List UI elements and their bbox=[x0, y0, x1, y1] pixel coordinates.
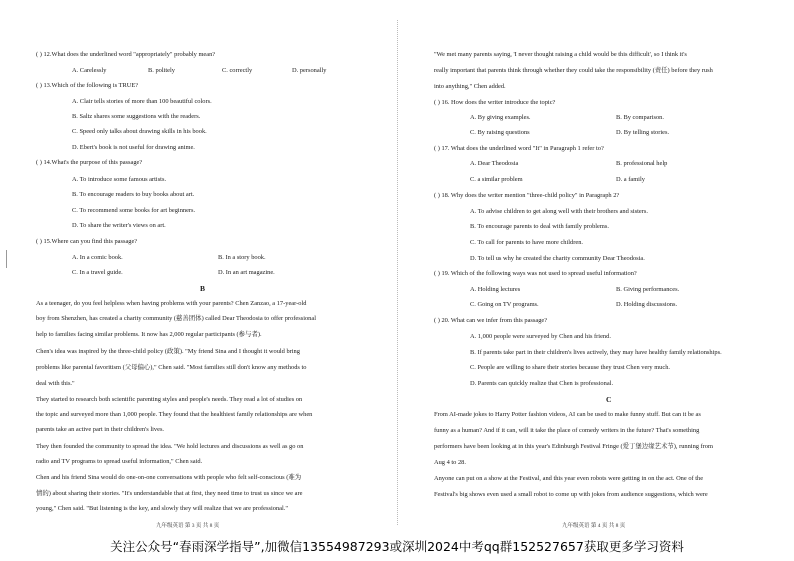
q17-option-a: A. Dear Theodosia bbox=[470, 160, 519, 167]
q16-option-b: B. By comparison. bbox=[616, 114, 664, 121]
passage-c-line: funny as a human? And if it can, will it take the place of comedy writers in the future? That's something bbox=[434, 427, 700, 434]
q17-option-b: B. professional help bbox=[616, 160, 668, 167]
q13-option-b: B. Saltz shares some suggestions with the readers. bbox=[72, 113, 201, 120]
passage-b-line: parents take an active part in their children's lives. bbox=[36, 426, 165, 433]
q19-option-b: B. Giving performances. bbox=[616, 286, 680, 293]
passage-b-line: radio and TV programs to spread useful information," Chen said. bbox=[36, 458, 203, 465]
q15-option-c: C. In a travel guide. bbox=[72, 269, 123, 276]
q15-option-a: A. In a comic book. bbox=[72, 254, 123, 261]
q16-option-a: A. By giving examples. bbox=[470, 114, 531, 121]
q20-option-d: D. Parents can quickly realize that Chen is professional. bbox=[470, 380, 614, 387]
q14-option-d: D. To share the writer's views on art. bbox=[72, 222, 166, 229]
page-footer-right: 九年级英语 第 4 页 共 8 页 bbox=[562, 523, 626, 529]
q20-option-a: A. 1,000 people were surveyed by Chen and his friend. bbox=[470, 333, 611, 340]
q20-option-b: B. If parents take part in their children's lives actively, they may have healthy family relationships. bbox=[470, 349, 722, 356]
q12-stem: ( ) 12.What does the underlined word "appropriately" probably mean? bbox=[36, 51, 216, 58]
passage-c-line: From AI-made jokes to Harry Potter fashion videos, AI can be used to make funny stuff. But can it be as bbox=[434, 411, 701, 418]
passage-b-cont-line: really important that parents think through whether they could take the responsibility (责任) before they rush bbox=[434, 67, 713, 74]
q19-stem: ( ) 19. Which of the following ways was not used to spread useful information? bbox=[434, 270, 637, 277]
passage-b-line: As a teenager, do you feel helpless when having problems with your parents? Chen Zanzao, a 17-year-old bbox=[36, 300, 307, 307]
passage-b-cont-line: into anything," Chen added. bbox=[434, 83, 506, 90]
passage-c-line: Festival's big shows even used a small robot to come up with jokes from audience suggestions, which were bbox=[434, 491, 708, 498]
q20-option-c: C. People are willing to share their stories because they trust Chen very much. bbox=[470, 364, 671, 371]
q19-option-d: D. Holding discussions. bbox=[616, 301, 678, 308]
q14-stem: ( ) 14.What's the purpose of this passage? bbox=[36, 159, 143, 166]
q15-option-d: D. In an art magazine. bbox=[218, 269, 275, 276]
q15-stem: ( ) 15.Where can you find this passage? bbox=[36, 238, 138, 245]
q16-option-c: C. By raising questions bbox=[470, 129, 530, 136]
promo-banner: 关注公众号“春雨深学指导”,加微信13554987293或深圳2024中考qq群152527657获取更多学习资料 bbox=[110, 539, 684, 554]
section-b-heading: B bbox=[200, 284, 206, 293]
q14-option-a: A. To introduce some famous artists. bbox=[72, 176, 167, 183]
q12-option-a: A. Carelessly bbox=[72, 67, 107, 74]
q15-option-b: B. In a story book. bbox=[218, 254, 266, 261]
section-c-heading: C bbox=[606, 395, 612, 404]
q18-option-d: D. To tell us why he created the charity community Dear Theodosia. bbox=[470, 255, 645, 262]
passage-c-line: performers have been looking at in this year's Edinburgh Festival Fringe (爱丁堡边缘艺术节), running from bbox=[434, 443, 713, 450]
q13-stem: ( ) 13.Which of the following is TRUE? bbox=[36, 82, 139, 89]
scan-mark bbox=[6, 250, 7, 268]
q12-option-c: C. correctly bbox=[222, 67, 253, 74]
q19-option-a: A. Holding lectures bbox=[470, 286, 521, 293]
q12-option-d: D. personally bbox=[292, 67, 327, 74]
q20-stem: ( ) 20. What can we infer from this passage? bbox=[434, 317, 548, 324]
passage-b-line: 情的) about sharing their stories. "It's understandable that at first, they need time to trust us since we are bbox=[36, 490, 303, 497]
passage-b-line: the topic and surveyed more than 1,000 people. They found that the healthiest family relationships are when bbox=[36, 411, 313, 418]
passage-c-line: Aug 4 to 28. bbox=[434, 459, 466, 466]
passage-b-line: Chen's idea was inspired by the three-child policy (政策). "My friend Sina and I thought it would bring bbox=[36, 348, 300, 355]
q18-stem: ( ) 18. Why does the writer mention "three-child policy" in Paragraph 2? bbox=[434, 192, 620, 199]
q17-option-d: D. a family bbox=[616, 176, 645, 183]
q14-option-b: B. To encourage readers to buy books about art. bbox=[72, 191, 195, 198]
passage-b-line: problems like parental favoritism (父母偏心)," Chen said. "Most families still don't know any methods to bbox=[36, 364, 307, 371]
page-footer-left: 九年级英语 第 3 页 共 8 页 bbox=[156, 523, 220, 529]
passage-c-line: Anyone can put on a show at the Festival, and this year even robots were getting in on the act. One of the bbox=[434, 475, 704, 482]
q14-option-c: C. To recommend some books for art beginners. bbox=[72, 207, 196, 214]
q16-option-d: D. By telling stories. bbox=[616, 129, 670, 136]
passage-b-line: young," Chen said. "But listening is the key, and slowly they will realize that we are professional." bbox=[36, 505, 288, 512]
q19-option-c: C. Going on TV programs. bbox=[470, 301, 539, 308]
q13-option-d: D. Ebert's book is not useful for drawing anime. bbox=[72, 144, 195, 151]
q17-stem: ( ) 17. What does the underlined word "It" in Paragraph 1 refer to? bbox=[434, 145, 604, 152]
q12-option-b: B. politely bbox=[148, 67, 175, 74]
page-divider bbox=[397, 20, 398, 525]
q16-stem: ( ) 16. How does the writer introduce the topic? bbox=[434, 99, 556, 106]
q17-option-c: C. a similar problem bbox=[470, 176, 523, 183]
passage-b-line: help to families facing similar problems. It now has 2,000 regular participants (参与者). bbox=[36, 331, 262, 338]
passage-b-line: deal with this." bbox=[36, 380, 75, 387]
passage-b-cont-line: "We met many parents saying, 'I never thought raising a child would be this difficult', so I think it's bbox=[434, 51, 687, 58]
passage-b-line: Chen and his friend Sina would do one-on-one conversations with people who felt self-conscious (难为 bbox=[36, 474, 302, 481]
q13-option-c: C. Speed only talks about drawing skills in his book. bbox=[72, 128, 207, 135]
passage-b-line: They started to research both scientific parenting styles and people's needs. They read a lot of studies on bbox=[36, 396, 303, 403]
passage-b-line: They then founded the community to spread the idea. "We hold lectures and discussions as well as go on bbox=[36, 443, 304, 450]
q18-option-a: A. To advise children to get along well with their brothers and sisters. bbox=[470, 208, 648, 215]
q18-option-b: B. To encourage parents to deal with family problems. bbox=[470, 223, 609, 230]
q18-option-c: C. To call for parents to have more children. bbox=[470, 239, 584, 246]
q13-option-a: A. Clair tells stories of more than 100 beautiful colors. bbox=[72, 98, 212, 105]
passage-b-line: boy from Shenzhen, has created a charity community (慈善团体) called Dear Theodosia to offer professional bbox=[36, 315, 316, 322]
